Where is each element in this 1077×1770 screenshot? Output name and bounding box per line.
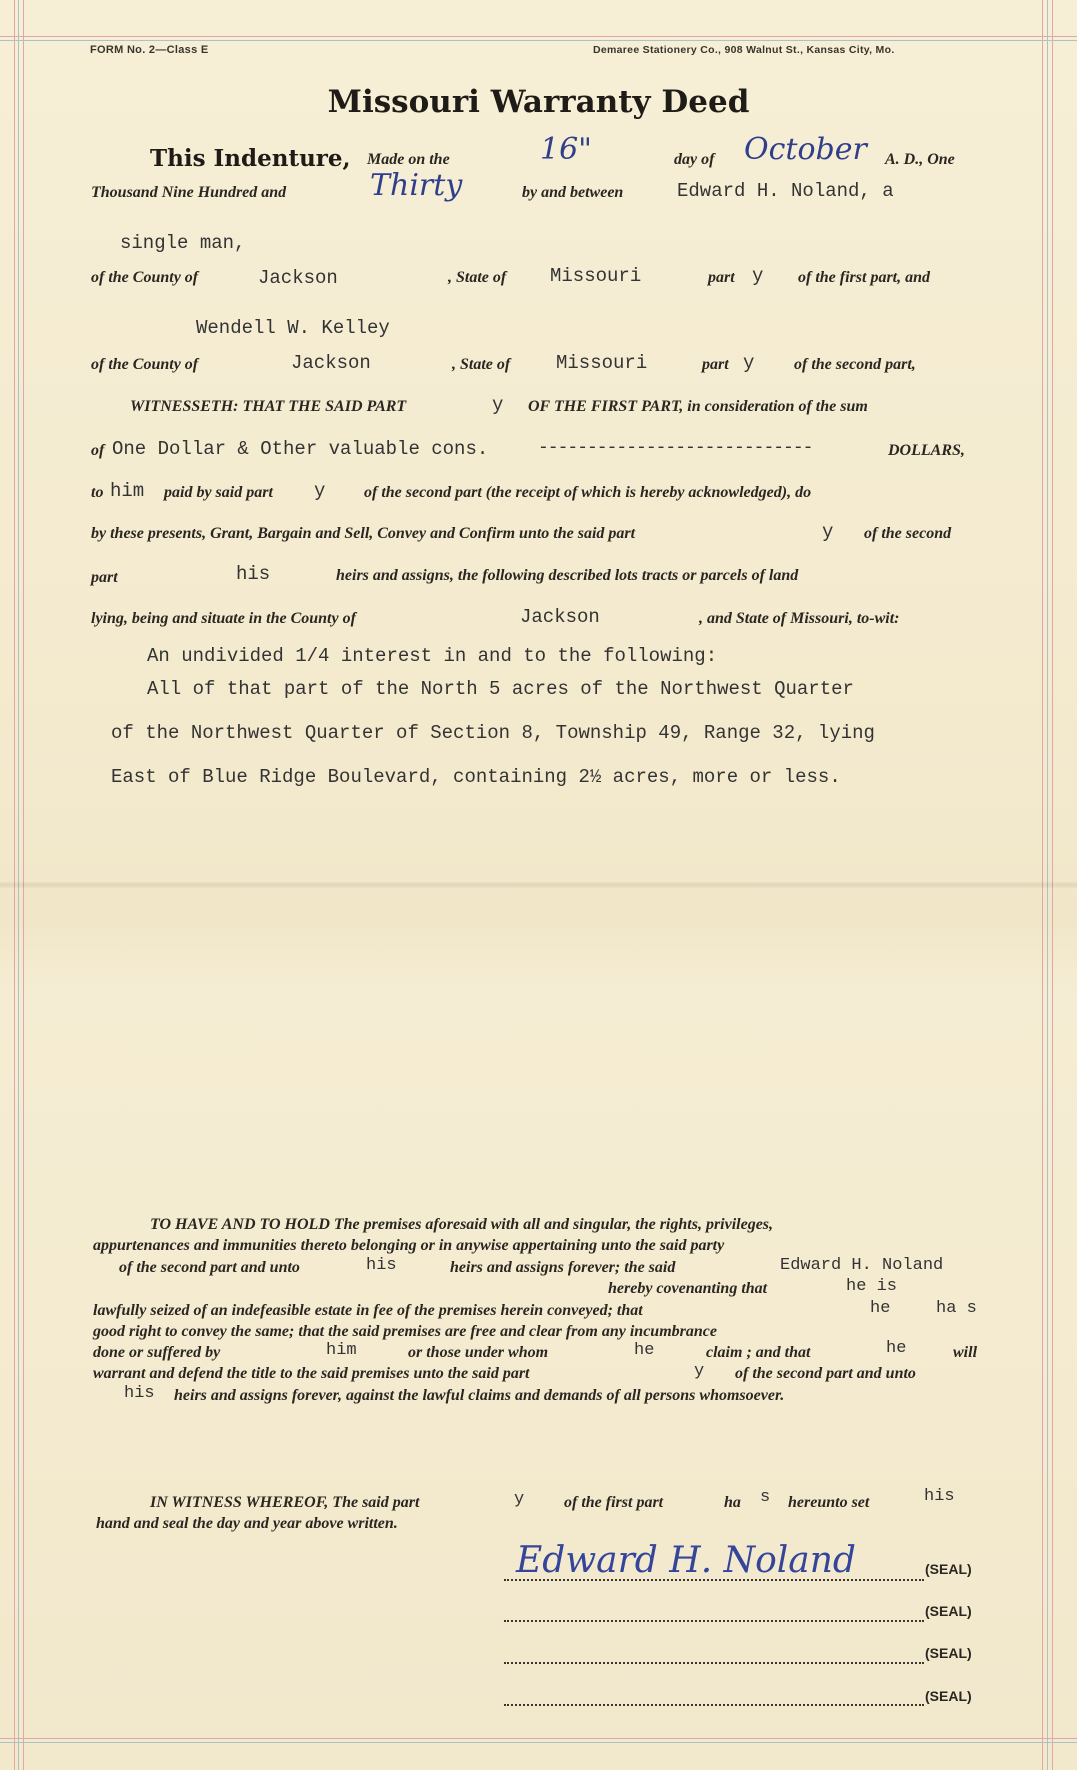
part-label: part bbox=[91, 569, 118, 586]
habendum-he-3: he bbox=[634, 1341, 655, 1360]
second-state-label: , State of bbox=[452, 356, 511, 373]
witnesseth-label: WITNESSETH: THAT THE SAID PART bbox=[130, 398, 407, 415]
witness-ha: ha bbox=[724, 1494, 741, 1511]
signature-line-1 bbox=[504, 1579, 924, 1581]
witness-line-1a: IN WITNESS WHEREOF, The said part bbox=[150, 1494, 420, 1511]
of-label: of bbox=[91, 442, 105, 459]
consideration-amount: One Dollar & Other valuable cons. bbox=[112, 438, 489, 460]
witnesseth-suffix: y bbox=[492, 394, 504, 416]
seal-label-4: (SEAL) bbox=[925, 1688, 972, 1704]
legal-line-1: An undivided 1/4 interest in and to the following: bbox=[147, 645, 718, 667]
habendum-his-1: his bbox=[366, 1256, 397, 1275]
habendum-line-9: heirs and assigns forever, against the lawful claims and demands of all persons whomsoever. bbox=[174, 1387, 785, 1404]
to-label: to bbox=[91, 484, 104, 501]
witness-line-2: hand and seal the day and year above written. bbox=[96, 1515, 398, 1532]
of-second-label: of the second bbox=[864, 525, 952, 542]
witness-s: s bbox=[760, 1488, 771, 1507]
lying-label: lying, being and situate in the County of bbox=[91, 610, 356, 627]
habendum-him: him bbox=[326, 1341, 357, 1360]
grant-line: by these presents, Grant, Bargain and Sell, Convey and Confirm unto the said part bbox=[91, 525, 636, 542]
habendum-will: will bbox=[953, 1344, 978, 1361]
habendum-line-1: TO HAVE AND TO HOLD The premises aforesaid with all and singular, the rights, privileges, bbox=[150, 1216, 774, 1233]
ad-one-label: A. D., One bbox=[885, 151, 955, 168]
habendum-y: y bbox=[694, 1362, 705, 1381]
grantor-status: single man, bbox=[120, 232, 246, 254]
signature-line-4 bbox=[504, 1704, 924, 1706]
grant-suffix: y bbox=[822, 521, 834, 543]
month-value: October bbox=[744, 132, 867, 167]
habendum-line-7c: claim ; and that bbox=[706, 1344, 811, 1361]
habendum-line-5: lawfully seized of an indefeasible estate in fee of the premises herein conveyed; that bbox=[93, 1302, 643, 1319]
seal-label-2: (SEAL) bbox=[925, 1603, 972, 1619]
second-county: Jackson bbox=[291, 352, 371, 374]
witness-line-1b: of the first part bbox=[564, 1494, 664, 1511]
first-part-consideration: OF THE FIRST PART, in consideration of the sum bbox=[528, 398, 868, 415]
habendum-he-is: he is bbox=[846, 1277, 898, 1296]
bottom-rule-2 bbox=[0, 1742, 1077, 1743]
habendum-line-4: hereby covenanting that bbox=[608, 1280, 768, 1297]
top-rule bbox=[0, 36, 1077, 37]
second-party-suffix: y bbox=[743, 352, 755, 374]
second-county-label: of the County of bbox=[91, 356, 199, 373]
witness-line-1c: hereunto set bbox=[788, 1494, 870, 1511]
heirs-line: heirs and assigns, the following described lots tracts or parcels of land bbox=[336, 567, 799, 584]
first-county: Jackson bbox=[258, 267, 338, 289]
heirs-of: his bbox=[236, 563, 271, 585]
habendum-line-8a: warrant and defend the title to the said premises unto the said part bbox=[93, 1365, 530, 1382]
thousand-label: Thousand Nine Hundred and bbox=[91, 184, 287, 201]
and-state-label: , and State of Missouri, to-wit: bbox=[699, 610, 900, 627]
first-state: Missouri bbox=[550, 265, 642, 287]
legal-line-3: of the Northwest Quarter of Section 8, Township 49, Range 32, lying bbox=[111, 722, 875, 744]
witness-y: y bbox=[514, 1490, 525, 1509]
receipt-label: of the second part (the receipt of which is hereby acknowledged), do bbox=[364, 484, 812, 501]
second-party-label: part bbox=[702, 356, 729, 373]
paid-by-label: paid by said part bbox=[164, 484, 273, 501]
habendum-he-2: he bbox=[870, 1299, 891, 1318]
made-on-label: Made on the bbox=[367, 151, 450, 168]
paid-by-suffix: y bbox=[314, 480, 326, 502]
signature-line-2 bbox=[504, 1620, 924, 1622]
second-part-label: of the second part, bbox=[794, 356, 916, 373]
form-label: FORM No. 2—Class E bbox=[90, 44, 209, 56]
top-rule-2 bbox=[0, 40, 1077, 41]
consideration-dashes: ---------------------------- bbox=[538, 438, 813, 458]
first-county-label: of the County of bbox=[91, 269, 199, 286]
indenture-heading: This Indenture, bbox=[150, 145, 351, 172]
habendum-has: ha s bbox=[936, 1299, 977, 1318]
grantor-name: Edward H. Noland, a bbox=[677, 180, 894, 202]
habendum-line-8b: of the second part and unto bbox=[735, 1365, 916, 1382]
by-and-between-label: by and between bbox=[522, 184, 624, 201]
day-of-label: day of bbox=[674, 151, 715, 168]
habendum-he-4: he bbox=[886, 1339, 907, 1358]
grantor-signature: Edward H. Noland bbox=[516, 1540, 856, 1581]
legal-line-4: East of Blue Ridge Boulevard, containing 2½ acres, more or less. bbox=[111, 766, 841, 788]
grantee-name: Wendell W. Kelley bbox=[196, 317, 390, 339]
habendum-line-2: appurtenances and immunities thereto belonging or in anywise appertaining unto the said party bbox=[93, 1237, 725, 1254]
dollars-label: DOLLARS, bbox=[888, 442, 965, 459]
witness-his: his bbox=[924, 1487, 955, 1506]
stationer-label: Demaree Stationery Co., 908 Walnut St., Kansas City, Mo. bbox=[593, 44, 895, 56]
habendum-line-3b: heirs and assigns forever; the said bbox=[450, 1259, 676, 1276]
seal-label-3: (SEAL) bbox=[925, 1645, 972, 1661]
habendum-his-2: his bbox=[124, 1384, 155, 1403]
habendum-line-3a: of the second part and unto bbox=[119, 1259, 300, 1276]
first-party-suffix: y bbox=[752, 265, 764, 287]
signature-line-3 bbox=[504, 1662, 924, 1664]
second-state: Missouri bbox=[556, 352, 648, 374]
bottom-rule bbox=[0, 1738, 1077, 1739]
habendum-line-7b: or those under whom bbox=[408, 1344, 549, 1361]
page-title: Missouri Warranty Deed bbox=[327, 84, 750, 120]
paper-fold bbox=[0, 882, 1077, 888]
first-part-label: of the first part, and bbox=[798, 269, 931, 286]
seal-label-1: (SEAL) bbox=[925, 1561, 972, 1577]
legal-line-2: All of that part of the North 5 acres of the Northwest Quarter bbox=[147, 678, 854, 700]
to-whom: him bbox=[110, 480, 145, 502]
lying-county: Jackson bbox=[520, 606, 600, 628]
first-state-label: , State of bbox=[448, 269, 507, 286]
habendum-grantor: Edward H. Noland bbox=[780, 1256, 944, 1275]
first-party-label: part bbox=[708, 269, 735, 286]
habendum-line-6: good right to convey the same; that the said premises are free and clear from any incumbrance bbox=[93, 1323, 717, 1340]
habendum-line-7a: done or suffered by bbox=[93, 1344, 221, 1361]
year-value: Thirty bbox=[370, 168, 463, 203]
day-value: 16" bbox=[540, 132, 592, 167]
